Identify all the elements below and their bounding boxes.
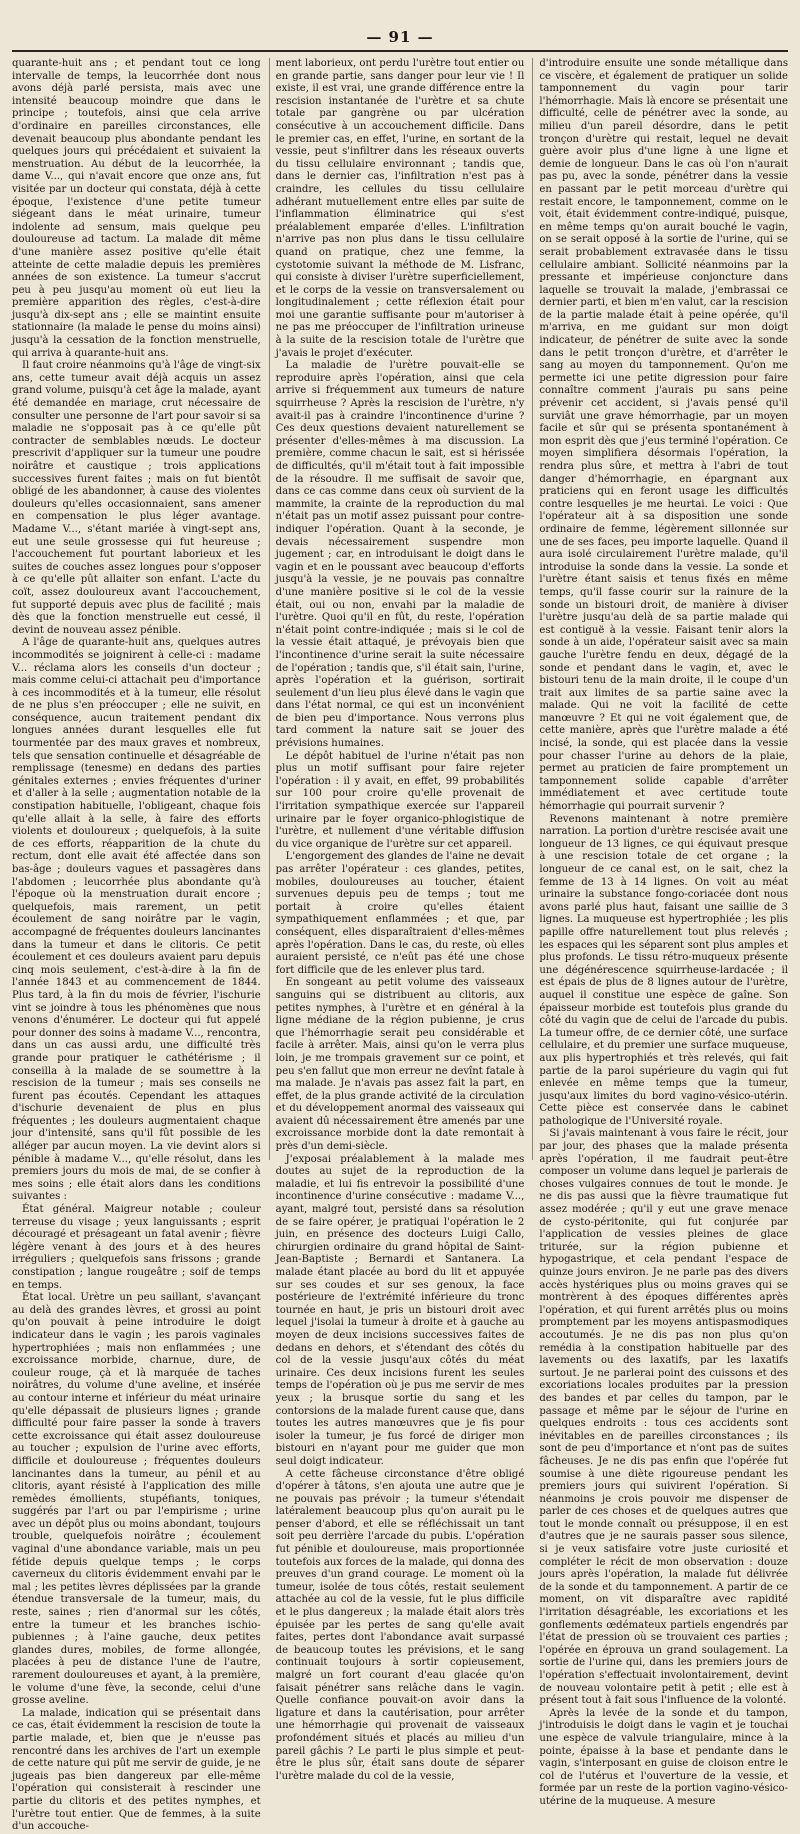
paragraph: Le dépôt habituel de l'urine n'était pas non plus un motif suffisant pour faire rejeter l'opération : il y avait, en effet, 99 probabilités sur 100 pour croire qu'elle provenait de l'irritation sympathique exercée sur l'appareil urinaire par le foyer organico-phlogistique de l'urètre, et nullement d'une véritable diffusion du vice organique de l'urètre sur cet appareil. [275,750,525,850]
paragraph: La malade, indication qui se présentait dans ce cas, était évidemment la rescision de toute la partie malade, et, bien que je n'eusse pas rencontré dans les archives de l'art un exemple de cette nature qui pût me servir de guide, je ne jugeais pas bien dangereux par elle-même l'opération qui consisterait à rescinder une partie du clitoris et des petites nymphes, et l'urètre tout entier. Que de femmes, à la suite d'un accouche- [12,1707,261,1833]
paragraph: Si j'avais maintenant à vous faire le récit, jour par jour, des phases que la malade présenta après l'opération, il me faudrait peut-être composer un volume dans lequel je parlerais de choses vulgaires connues de tout le monde. Je ne dis pas aussi que la fièvre traumatique fut assez modérée ; qu'il y eut une grave menace de cysto-péritonite, qui fut conjurée par l'application de vessies pleines de glace triturée, sur la région pubienne et hypogastrique, et cela pendant l'espace de quinze jours environ. Je ne parle pas des divers accès hystériques plus ou moins graves qui se montrèrent à des époques différentes après l'opération, et qui furent arrêtés plus ou moins promptement par les moyens antispasmodiques accoutumés. Je ne dis pas non plus qu'on remédia à la constipation habituelle par des lavements ou des laxatifs, par les laxatifs surtout. Je ne parlerai point des cuissons et des excoriations locales produites par la pression des bandes et par celles du tampon, par le passage et même par le séjour de l'urine en quelques endroits : tous ces accidents sont inévitables en de pareilles circonstances ; ils sont de peu d'importance et n'ont pas de suites fâcheuses. Je ne dis pas enfin que l'opérée fut soumise à une diète rigoureuse pendant les premiers jours qui suivirent l'opération. Si néanmoins je crois pouvoir me dispenser de parler de ces choses et de quelques autres que tout le monde connaît ou présuppose, il en est d'autres que je ne saurais passer sous silence, si je veux satisfaire votre juste curiosité et compléter le récit de mon observation : douze jours après l'opération, la malade fut délivrée de la sonde et du tamponnement. A partir de ce moment, on vit disparaître avec rapidité l'irritation désagréable, les excoriations et les gonflements œdémateux partiels engendrés par l'état de pression où se trouvaient ces parties ; l'opérée en éprouva un grand soulagement. La sortie de l'urine qui, dans les premiers jours de l'opération s'effectuait involontairement, devint de nouveau volontaire petit à petit ; elle est à présent tout à fait sous l'influence de la volonté. [539,1128,789,1707]
paragraph: État local. Urètre un peu saillant, s'avançant au delà des grandes lèvres, et grossi au point qu'on pouvait à peine introduire le doigt indicateur dans le vagin ; les parois vaginales hypertrophiées ; mais non enflammées ; une excroissance morbide, charnue, dure, de couleur rouge, çà et là marquée de taches noirâtres, du volume d'une aveline, et insérée au contour interne et inférieur du méat urinaire qu'elle dépassait de plusieurs lignes ; grande difficulté pour faire passer la sonde à travers cette excroissance qui était assez douloureuse au toucher ; expulsion de l'urine avec efforts, difficile et douloureuse ; fréquentes douleurs lancinantes dans la tumeur, au pénil et au clitoris, ayant résisté à l'application des mille remèdes émollients, stupéfiants, toniques, suggérés par l'art ou par l'empirisme ; urine avec un dépôt plus ou moins abondant, toujours trouble, quelquefois noirâtre ; écoulement vaginal d'une abondance variable, mais un peu fétide depuis quelque temps ; le corps caverneux du clitoris évidemment envahi par le mal ; les petites lèvres déplissées par la grande étendue transversale de la tumeur, mais, du reste, saines ; rien d'anormal sur les côtés, entre la tumeur et les branches ischio-pubiennes ; à l'aine gauche, deux petites glandes dures, mobiles, de forme allongée, placées à peu de distance l'une de l'autre, rarement douloureuses et ayant, à la première, le volume d'une fève, la seconde, celui d'une grosse aveline. [12,1292,261,1707]
paragraph: L'engorgement des glandes de l'aine ne devait pas arrêter l'opérateur : ces glandes, petites, mobiles, douloureuses au toucher, étaient survenues depuis peu de temps ; tout me portait à croire qu'elles étaient sympathiquement enflammées ; et que, par conséquent, elles disparaîtraient d'elles-mêmes après l'opération. Dans le cas, du reste, où elles auraient persisté, ce n'eût pas été une chose fort difficile que de les enlever plus tard. [275,851,525,976]
page-number: — 91 — [366,28,434,46]
text-columns [12,58,789,1833]
paragraph: État général. Maigreur notable ; couleur terreuse du visage ; yeux languissants ; esprit découragé et présageant un fatal avenir ; fièvre légère venant à des jours et à des heures irréguliers ; quelquefois sans frissons ; grande constipation ; langue rougeâtre ; soif de temps en temps. [12,1204,261,1291]
column-left [12,58,261,1833]
paragraph: ment laborieux, ont perdu l'urètre tout entier ou en grande partie, sans danger pour leur vie ! Il existe, il est vrai, une grande différence entre la rescision instantanée de l'urètre et sa chute totale par gangrène ou par ulcération consécutive à un accouchement difficile. Dans le premier cas, en effet, l'urine, en sortant de la vessie, peut s'infiltrer dans les réseaux ouverts du tissu cellulaire environnant ; tandis que, dans le dernier cas, l'infiltration n'est pas à craindre, les cellules du tissu cellulaire adhérant mutuellement entre elles par suite de l'inflammation éliminatrice qui s'est préalablement emparée d'elles. L'infiltration n'arrive pas non plus dans le tissu cellulaire quand on pratique, chez une femme, la cystotomie suivant la méthode de M. Lisfranc, qui consiste à diviser l'urètre superficiellement, et le corps de la vessie on transversalement ou longitudinalement ; cette réflexion était pour moi une garantie suffisante pour m'autoriser à ne pas me préoccuper de l'infiltration urineuse à la suite de la rescision totale de l'urètre que j'avais le projet d'exécuter. [275,58,525,359]
paragraph: quarante-huit ans ; et pendant tout ce long intervalle de temps, la leucorrhée dont nous avons déjà parlé persista, mais avec une intensité beaucoup moindre que dans le principe ; toutefois, ainsi que cela arrive d'ordinaire en pareilles circonstances, elle devenait beaucoup plus abondante pendant les quelques jours qui précédaient et suivaient la menstruation. Au début de la leucorrhée, la dame V..., qui n'avait encore que onze ans, fut visitée par un docteur qui constata, déjà à cette époque, l'existence d'une petite tumeur siégeant dans le méat urinaire, tumeur indolente ad sensum, mais quelque peu douloureuse ad tactum. La malade dit même d'une manière assez positive qu'elle était atteinte de cette maladie depuis les premières années de son existence. La tumeur s'accrut peu à peu jusqu'au moment où eut lieu la première apparition des règles, c'est-à-dire jusqu'à dix-sept ans ; elle se maintint ensuite stationnaire (la malade le pense du moins ainsi) jusqu'à la cessation de la fonction menstruelle, qui arriva à quarante-huit ans. [12,58,261,359]
paragraph: A cette fâcheuse circonstance d'être obligé d'opérer à tâtons, s'en ajouta une autre que je ne pouvais pas prévoir ; la tumeur s'étendait latéralement beaucoup plus qu'on aurait pu le penser d'abord, et elle se réfléchissait un tant soit peu derrière l'arcade du pubis. L'opération fut pénible et douloureuse, mais proportionnée toutefois aux forces de la malade, qui donna des preuves d'un grand courage. Le moment où la tumeur, isolée de tous côtés, restait seulement attachée au col de la vessie, fut le plus difficile et le plus dangereux ; la malade était alors très épuisée par les pertes de sang qu'elle avait faites, pertes dont l'abondance avait surpassé de beaucoup toutes les prévisions, et le sang continuait toujours à sortir copieusement, malgré un fort courant d'eau glacée qu'on faisait pénétrer sans relâche dans le vagin. Quelle confiance pouvait-on avoir dans la ligature et dans la cautérisation, pour arrêter une hémorrhagie qui provenait de vaisseaux profondément situés et placés au milieu d'un pareil gâchis ? Le parti le plus simple et peut-être le plus sûr, était sans doute de séparer l'urètre malade du col de la vessie, [275,1468,525,1782]
paragraph: A l'âge de quarante-huit ans, quelques autres incommodités se joignirent à celle-ci : madame V... réclama alors les conseils d'un docteur ; mais comme celui-ci attachait peu d'importance à ces incommodités et à la tumeur, elle résolut de ne plus s'en préoccuper ; elle ne suivit, en conséquence, aucun traitement pendant dix longues années durant lesquelles elle fut tourmentée par des maux graves et nombreux, tels que sensation continuelle et désagréable de remplissage (tenesme) en dedans des parties génitales externes ; envies fréquentes d'uriner et d'aller à la selle ; augmentation notable de la constipation habituelle, l'obligeant, chaque fois qu'elle allait à la selle, à faire des efforts violents et douloureux ; quelquefois, à la suite de ces efforts, réapparition de la chute du rectum, dont elle avait été affectée dans son bas-âge ; douleurs vagues et passagères dans l'abdomen ; leucorrhée plus abondante qu'à l'époque où la menstruation durait encore ; quelquefois, mais rarement, un petit écoulement de sang noirâtre par le vagin, accompagné de fréquentes douleurs lancinantes dans la tumeur et dans le clitoris. Ce petit écoulement et ces douleurs avaient paru depuis cinq mois seulement, c'est-à-dire à la fin de l'année 1843 et au commencement de 1844. Plus tard, à la fin du mois de février, l'ischurie vint se joindre à tous les phénomènes que nous venons d'énumérer. Le docteur qui fut appelé pour donner des soins à madame V..., rencontra, dans un cas aussi ardu, une difficulté très grande pour pratiquer le cathétérisme ; il conseilla à la malade de se soumettre à la rescision de la tumeur ; mais ses conseils ne furent pas écoutés. Cependant les attaques d'ischurie devenaient de plus en plus fréquentes ; les douleurs augmentaient chaque jour d'intensité, sans qu'il fût possible de les alléger par aucun moyen. La vie devint alors si pénible à madame V..., qu'elle résolut, dans les premiers jours du mois de mai, de se confier à mes soins ; elle était alors dans les conditions suivantes : [12,637,261,1203]
paragraph: Il faut croire néanmoins qu'à l'âge de vingt-six ans, cette tumeur avait déjà acquis un assez grand volume, puisqu'à cet âge la malade, ayant été demandée en mariage, crut nécessaire de consulter une personne de l'art pour savoir si sa maladie ne s'opposait pas à ce qu'elle pût contracter de semblables nœuds. Le docteur prescrivit d'appliquer sur la tumeur une poudre noirâtre et caustique ; trois applications successives furent faites ; mais on fut bientôt obligé de les abandonner, à cause des violentes douleurs qu'elles occasionnaient, sans amener en compensation le plus léger avantage. Madame V..., s'étant mariée à vingt-sept ans, eut une seule grossesse qui fut heureuse ; l'accouchement fut pourtant laborieux et les suites de couches assez longues pour s'opposer à ce qu'elle pût allaiter son enfant. L'acte du coït, assez douloureux avant l'accouchement, fut supporté depuis avec plus de facilité ; mais dès que la fonction menstruelle eut cessé, il devint de nouveau assez pénible. [12,360,261,636]
paragraph: d'introduire ensuite une sonde métallique dans ce viscère, et également de pratiquer un solide tamponnement du vagin pour tarir l'hémorrhagie. Mais là encore se présentait une difficulté, celle de pénétrer avec la sonde, au milieu d'un pareil désordre, dans le petit tronçon d'urètre qui restait, lequel ne devait guère avoir plus d'une ligne à une ligne et demie de longueur. Dans le cas où l'on n'aurait pas pu, avec la sonde, pénétrer dans la vessie en passant par le petit morceau d'urètre qui restait encore, le tamponnement, comme on le voit, était évidemment contre-indiqué, puisque, en même temps qu'on aurait bouché le vagin, on se serait opposé à la sortie de l'urine, qui se serait probablement extravasée dans le tissu cellulaire ambiant. Sollicité néanmoins par la pressante et impérieuse conjoncture dans laquelle se trouvait la malade, j'embrassai ce dernier parti, et bien m'en valut, car la rescision de la partie malade était à peine opérée, qu'il m'arriva, en me guidant sur mon doigt indicateur, de pénétrer de suite avec la sonde dans le petit tronçon d'urètre, et d'arrêter le sang au moyen du tamponnement. Qu'on me permette ici une petite digression pour faire connaître comment j'aurais pu sans peine prévenir cet accident, si j'avais pensé qu'il surviât une grave hémorrhagie, par un moyen facile et sûr qui se présenta spontanément à mon esprit dès que j'eus terminé l'opération. Ce moyen simplifiera désormais l'opération, la rendra plus sûre, et mettra à l'abri de tout danger d'hémorrhagie, en épargnant aux praticiens qui en feront usage les difficultés contre lesquelles je me heurtai. Le voici : Que l'opérateur ait à sa disposition une sonde ordinaire de femme, légèrement sillonnée sur une de ses faces, peu importe laquelle. Quand il aura isolé circulairement l'urètre malade, qu'il introduise la sonde dans la vessie. La sonde et l'urètre étant saisis et tenus fixés en même temps, qu'il fasse courir sur la rainure de la sonde un bistouri droit, de manière à diviser l'urètre jusqu'au delà de sa partie malade qui est contiguë à la vessie. Faisant tenir alors la sonde à un aide, l'opérateur saisit avec sa main gauche l'urètre fendu en deux, dégagé de la sonde et pendant dans le vagin, et, avec le bistouri tenu de la main droite, il le coupe d'un trait aux limites de sa partie saine avec la malade. Qui ne voit la facilité de cette manœuvre ? Et qui ne voit également que, de cette manière, après que l'urètre malade a été incisé, la sonde, qui est placée dans la vessie pour chasser l'urine au dehors de la plaie, permet au praticien de faire promptement un tamponnement solide capable d'arrêter immédiatement et avec certitude toute hémorrhagie qui pourrait survenir ? [539,58,789,813]
column-middle [269,58,525,1782]
paragraph: En songeant au petit volume des vaisseaux sanguins qui se distribuent au clitoris, aux petites nymphes, à l'urètre et en général à la ligne médiane de la région pubienne, je crus que l'hémorrhagie serait peu considérable et facile à arrêter. Mais, ainsi qu'on le verra plus loin, je me trompais gravement sur ce point, et peu s'en fallut que mon erreur ne devînt fatale à ma malade. Je n'avais pas assez fait la part, en effet, de la plus grande activité de la circulation et du développement anormal des vaisseaux qui avaient dû nécessairement être amenés par une excroissance morbide dont la date remontait à près d'un demi-siècle. [275,977,525,1153]
column-right [532,58,789,1807]
paragraph: La maladie de l'urètre pouvait-elle se reproduire après l'opération, ainsi que cela arrive si fréquemment aux tumeurs de nature squirrheuse ? Après la rescision de l'urètre, n'y avait-il pas à craindre l'incontinence d'urine ? Ces deux questions devaient naturellement se présenter d'elles-mêmes à ma discussion. La première, comme chacun le sait, est si hérissée de difficultés, qu'il m'était tout à fait impossible de la résoudre. Il me suffisait de savoir que, dans ce cas comme dans ceux où survient de la mammite, la crainte de la reproduction du mal n'était pas un motif assez puissant pour contre-indiquer l'opération. Quant à la seconde, je devais nécessairement suspendre mon jugement ; car, en introduisant le doigt dans le vagin et en le poussant avec beaucoup d'efforts jusqu'à la vessie, je ne pouvais pas connaître d'une manière positive si le col de la vessie était, oui ou non, envahi par la maladie de l'urètre. Quoi qu'il en fût, du reste, l'opération n'était point contre-indiquée ; mais si le col de la vessie était attaqué, je prévoyais bien que l'incontinence d'urine serait la suite nécessaire de l'opération ; tandis que, s'il était sain, l'urine, après l'opération et la guérison, sortirait seulement d'un lieu plus élevé dans le vagin que dans l'état normal, ce qui est un inconvénient de bien peu d'importance. Nous verrons plus tard comment la nature sait se jouer des prévisions humaines. [275,360,525,750]
paragraph: J'exposai préalablement à la malade mes doutes au sujet de la reproduction de la maladie, et lui fis entrevoir la possibilité d'une incontinence d'urine consécutive : madame V..., ayant, malgré tout, persisté dans sa résolution de se faire opérer, je pratiquai l'opération le 2 juin, en présence des docteurs Luigi Callo, chirurgien ordinaire du grand hôpital de Saint-Jean-Baptiste ; Bernardi et Santanera. La malade étant placée au bord du lit et appuyée sur ses coudes et sur ses genoux, la face postérieure de l'extrémité inférieure du tronc tournée en haut, je pris un bistouri droit avec lequel j'isolai la tumeur à droite et à gauche au moyen de deux incisions successives faites de dedans en dehors, et s'étendant des côtés du col de la vessie jusqu'aux côtés du méat urinaire. Ces deux incisions furent les seules temps de l'opération où je pus me servir de mes yeux ; la brusque sortie du sang et les contorsions de la malade furent cause que, dans toutes les autres manœuvres que je fis pour isoler la tumeur, je fus forcé de diriger mon bistouri en n'ayant pour me guider que mon seul doigt indicateur. [275,1153,525,1467]
header-rule [12,50,788,52]
paragraph: Après la levée de la sonde et du tampon, j'introduisis le doigt dans le vagin et je touchai une espèce de valvule triangulaire, mince à la pointe, épaisse à la base et pendante dans le vagin, s'interposant en guise de cloison entre le col de l'utérus et l'ouverture de la vessie, et formée par un reste de la portion vagino-vésico-utérine de la muqueuse. A mesure [539,1707,789,1807]
paragraph: Revenons maintenant à notre première narration. La portion d'urètre rescisée avait une longueur de 13 lignes, ce qui équivaut presque à une rescision totale de cet organe ; la longueur de ce canal est, on le sait, chez la femme de 13 à 14 lignes. On voit au méat urinaire la substance fongo-coriacée dont nous avons parlé plus haut, faisant une saillie de 3 lignes. La muqueuse est hypertrophiée ; les plis papille offre naturellement tout plus relevés ; les espaces qui les séparent sont plus amples et plus profonds. Le tissu rétro-muqueux présente une dégénérescence squirrheuse-lardacée ; il est épais de plus de 8 lignes autour de l'urètre, auquel il constitue une espèce de gaîne. Son épaisseur morbide est toutefois plus grande du côté du vagin que de celui de l'arcade du pubis. La tumeur offre, de ce dernier côté, une surface cellulaire, et du premier une surface muqueuse, aux plis hypertrophiés et très relevés, qui fait partie de la paroi supérieure du vagin qui fut enlevée en même temps que la tumeur, jusqu'aux limites du bord vagino-vésico-utérin. Cette pièce est conservée dans le cabinet pathologique de l'Université royale. [539,813,789,1127]
